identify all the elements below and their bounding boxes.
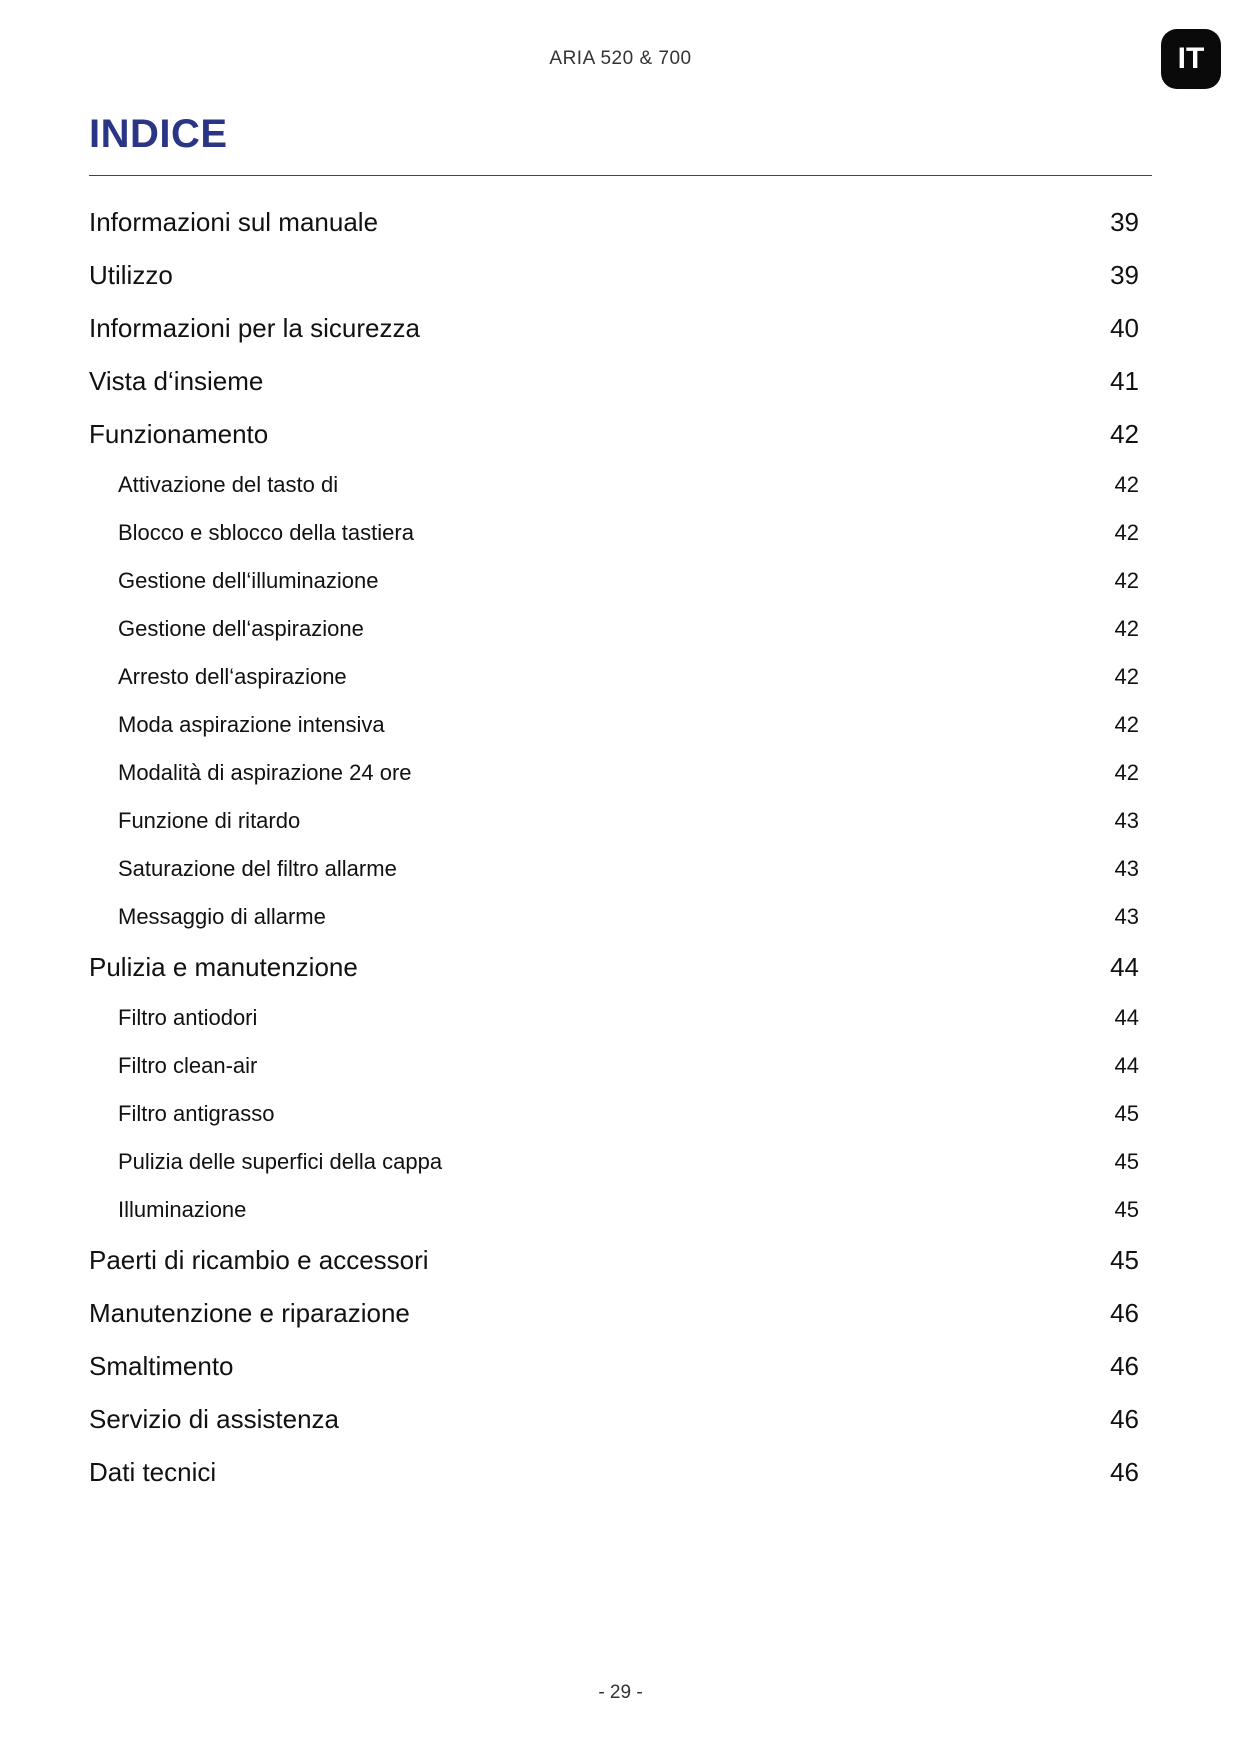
toc-entry-label: Informazioni sul manuale [89, 207, 379, 237]
toc-subsection-entry[interactable] [89, 797, 1139, 845]
toc-entry-page: 46 [1110, 1457, 1139, 1487]
toc-entry-page: 45 [1114, 1149, 1139, 1174]
toc-entry-label: Vista d‘insieme [89, 366, 264, 396]
toc-subsection-entry[interactable] [89, 845, 1139, 893]
toc-entry-label: Filtro antigrasso [118, 1101, 275, 1126]
toc-entry-page: 43 [1114, 856, 1139, 881]
toc-section-entry[interactable] [89, 196, 1139, 249]
toc-subsection-entry[interactable] [89, 749, 1139, 797]
toc-entry-label: Manutenzione e riparazione [89, 1298, 410, 1328]
toc-entry-page: 44 [1110, 952, 1139, 982]
toc-entry-page: 41 [1110, 366, 1139, 396]
toc-section-entry[interactable] [89, 1393, 1139, 1446]
toc-entry-label: Pulizia e manutenzione [89, 952, 358, 982]
toc-entry-label: Funzionamento [89, 419, 269, 449]
toc-entry-label: Filtro clean-air [118, 1053, 258, 1078]
toc-entry-page: 45 [1114, 1101, 1139, 1126]
toc-entry-label: Blocco e sblocco della tastiera [118, 520, 414, 545]
toc-entry-page: 39 [1110, 260, 1139, 290]
toc-entry-page: 44 [1114, 1005, 1139, 1030]
toc-subsection-entry[interactable] [89, 509, 1139, 557]
toc-subsection-entry[interactable] [89, 1090, 1139, 1138]
title-divider [89, 175, 1152, 176]
toc-entry-page: 42 [1114, 760, 1139, 785]
toc-entry-label: Modalità di aspirazione 24 ore [118, 760, 412, 785]
toc-entry-page: 45 [1110, 1245, 1139, 1275]
toc-entry-page: 45 [1114, 1197, 1139, 1222]
toc-entry-page: 42 [1114, 616, 1139, 641]
language-badge: IT [1161, 29, 1221, 89]
toc-section-entry[interactable] [89, 1234, 1139, 1287]
toc-subsection-entry[interactable] [89, 605, 1139, 653]
toc-entry-page: 46 [1110, 1404, 1139, 1434]
toc-entry-label: Gestione dell‘aspirazione [118, 616, 364, 641]
toc-entry-page: 42 [1114, 520, 1139, 545]
document-header-title: ARIA 520 & 700 [549, 48, 692, 69]
toc-section-entry[interactable] [89, 941, 1139, 994]
toc-entry-label: Funzione di ritardo [118, 808, 301, 833]
toc-section-entry[interactable] [89, 1340, 1139, 1393]
toc-entry-label: Paerti di ricambio e accessori [89, 1245, 429, 1275]
toc-entry-label: Arresto dell‘aspirazione [118, 664, 347, 689]
toc-section-entry[interactable] [89, 249, 1139, 302]
toc-subsection-entry[interactable] [89, 557, 1139, 605]
toc-entry-page: 46 [1110, 1351, 1139, 1381]
toc-entry-page: 46 [1110, 1298, 1139, 1328]
toc-entry-page: 42 [1110, 419, 1139, 449]
toc-section-entry[interactable] [89, 355, 1139, 408]
toc-subsection-entry[interactable] [89, 461, 1139, 509]
toc-entry-label: Attivazione del tasto di [118, 472, 339, 497]
toc-entry-label: Pulizia delle superfici della cappa [118, 1149, 443, 1174]
toc-subsection-entry[interactable] [89, 1186, 1139, 1234]
toc-entry-page: 42 [1114, 664, 1139, 689]
toc-subsection-entry[interactable] [89, 893, 1139, 941]
toc-section-entry[interactable] [89, 1446, 1139, 1499]
toc-entry-label: Utilizzo [89, 260, 173, 290]
page-number: - 29 - [598, 1682, 643, 1703]
toc-entry-label: Informazioni per la sicurezza [89, 313, 420, 343]
toc-entry-label: Servizio di assistenza [89, 1404, 339, 1434]
toc-entry-page: 43 [1114, 808, 1139, 833]
toc-entry-label: Messaggio di allarme [118, 904, 326, 929]
page-title: INDICE [89, 112, 228, 156]
toc-entry-label: Illuminazione [118, 1197, 247, 1222]
toc-entry-label: Saturazione del filtro allarme [118, 856, 397, 881]
toc-entry-label: Smaltimento [89, 1351, 234, 1381]
toc-section-entry[interactable] [89, 408, 1139, 461]
toc-subsection-entry[interactable] [89, 994, 1139, 1042]
toc-entry-label: Gestione dell‘illuminazione [118, 568, 379, 593]
toc-entry-label: Moda aspirazione intensiva [118, 712, 385, 737]
toc-entry-page: 42 [1114, 472, 1139, 497]
table-of-contents [89, 196, 1139, 1499]
toc-subsection-entry[interactable] [89, 701, 1139, 749]
toc-section-entry[interactable] [89, 302, 1139, 355]
toc-entry-page: 44 [1114, 1053, 1139, 1078]
toc-entry-page: 42 [1114, 712, 1139, 737]
toc-entry-label: Dati tecnici [89, 1457, 217, 1487]
toc-entry-page: 40 [1110, 313, 1139, 343]
toc-section-entry[interactable] [89, 1287, 1139, 1340]
toc-subsection-entry[interactable] [89, 653, 1139, 701]
toc-subsection-entry[interactable] [89, 1138, 1139, 1186]
toc-entry-page: 39 [1110, 207, 1139, 237]
toc-entry-page: 43 [1114, 904, 1139, 929]
toc-subsection-entry[interactable] [89, 1042, 1139, 1090]
toc-entry-label: Filtro antiodori [118, 1005, 258, 1030]
toc-entry-page: 42 [1114, 568, 1139, 593]
